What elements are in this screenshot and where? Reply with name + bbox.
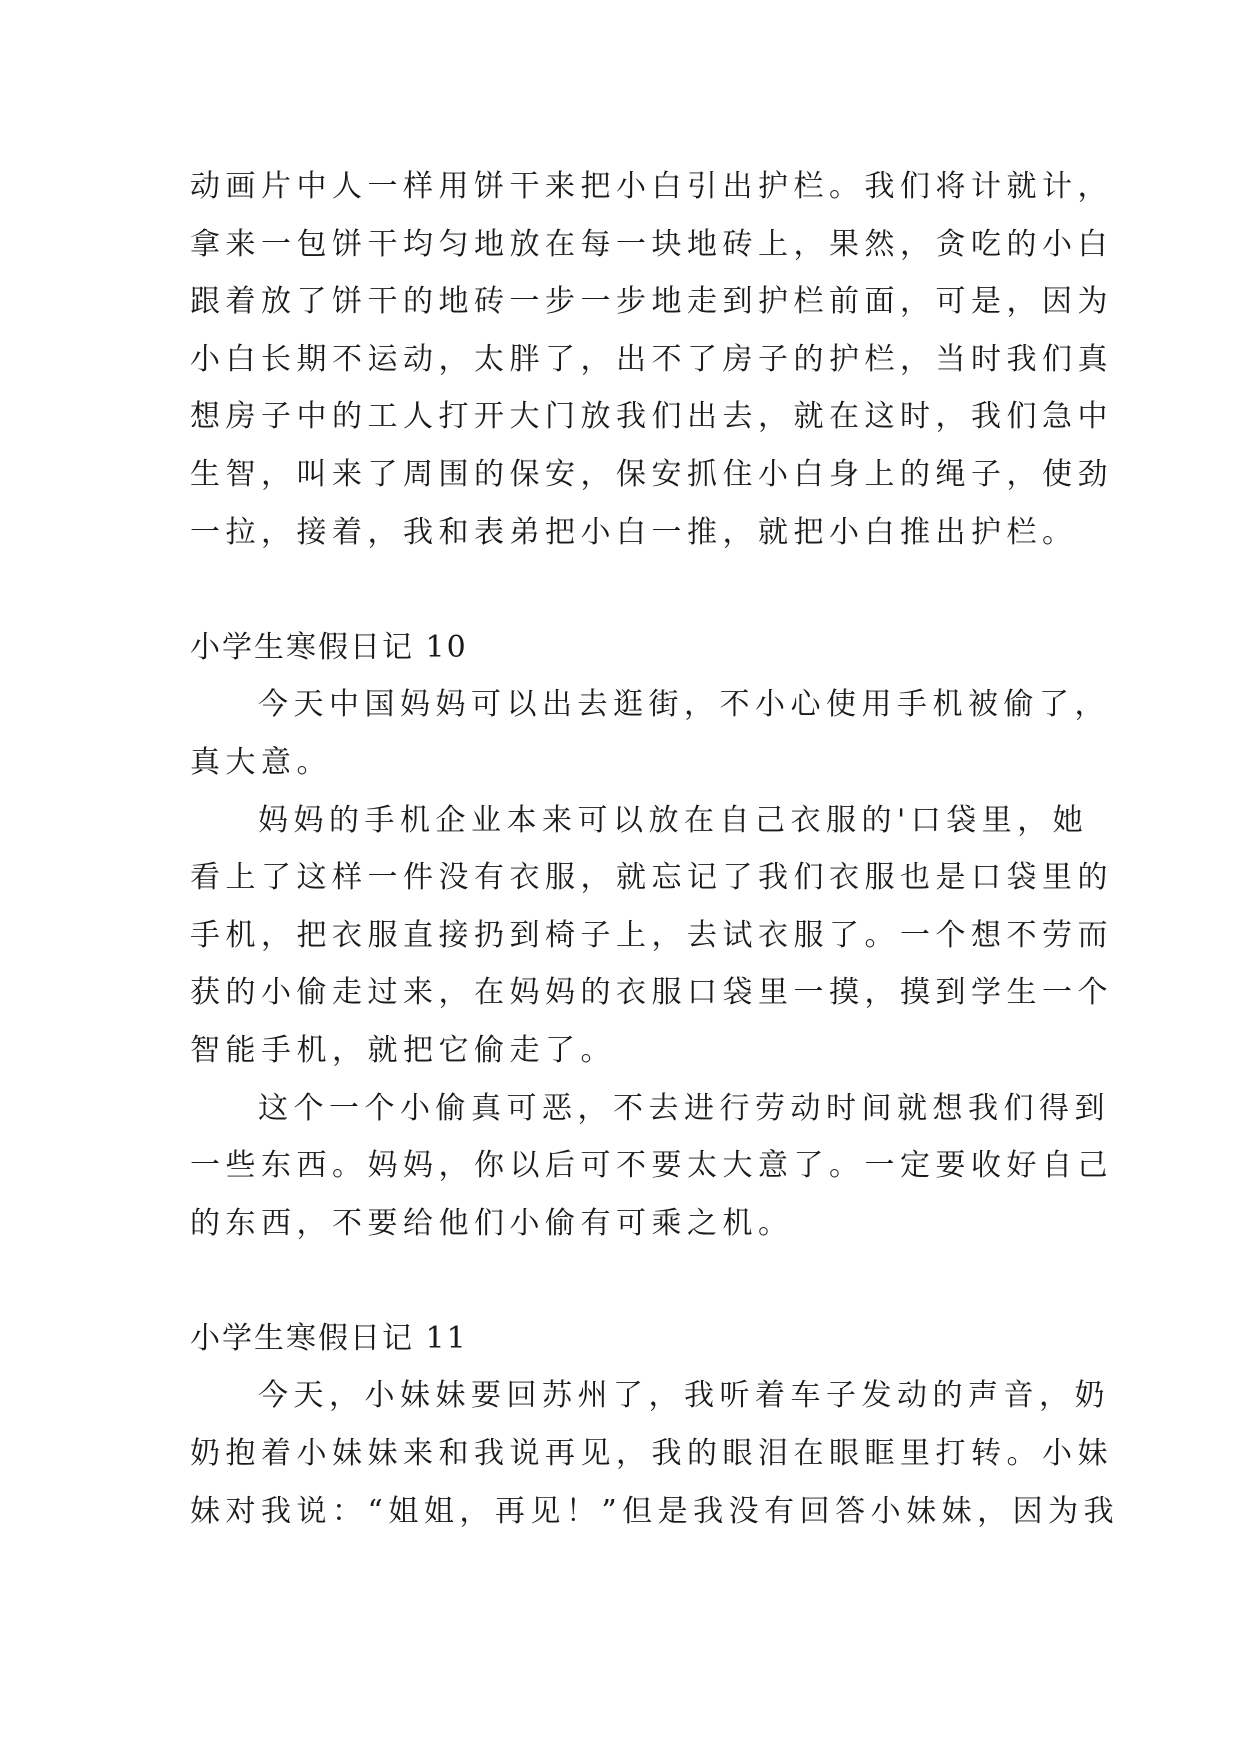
text-line: 这个一个小偷真可恶，不去进行劳动时间就想我们得到 bbox=[258, 1090, 1110, 1126]
text-line: 一些东西。妈妈，你以后可不要太大意了。一定要收好自己 bbox=[190, 1148, 1113, 1184]
text-line: 奶抱着小妹妹来和我说再见，我的眼泪在眼眶里打转。小妹 bbox=[190, 1436, 1113, 1472]
text-line: 跟着放了饼干的地砖一步一步地走到护栏前面，可是，因为 bbox=[190, 284, 1113, 320]
paragraph-continuation bbox=[190, 158, 1113, 561]
text-line: 妈妈的手机企业本来可以放在自己衣服的'口袋里，她 bbox=[258, 802, 1089, 838]
text-line: 看上了这样一件没有衣服，就忘记了我们衣服也是口袋里的 bbox=[190, 860, 1113, 896]
text-line: 真大意。 bbox=[190, 744, 332, 780]
diary-10-paragraph-3 bbox=[190, 1080, 1113, 1253]
diary-11-paragraph-1 bbox=[190, 1367, 1120, 1540]
section-gap bbox=[190, 1252, 1060, 1310]
text-line: 的东西，不要给他们小偷有可乘之机。 bbox=[190, 1205, 794, 1241]
text-line: 手机，把衣服直接扔到椅子上，去试衣服了。一个想不劳而 bbox=[190, 917, 1113, 953]
text-line: 拿来一包饼干均匀地放在每一块地砖上，果然，贪吃的小白 bbox=[190, 226, 1113, 262]
diary-10-title: 小学生寒假日记 10 bbox=[190, 629, 468, 665]
document-page bbox=[190, 158, 1120, 1540]
diary-10-paragraph-1 bbox=[190, 676, 1110, 791]
text-line: 动画片中人一样用饼干来把小白引出护栏。我们将计就计， bbox=[190, 169, 1113, 204]
text-line: 智能手机，就把它偷走了。 bbox=[190, 1032, 616, 1068]
text-line: 获的小偷走过来，在妈妈的衣服口袋里一摸，摸到学生一个 bbox=[190, 975, 1113, 1011]
section-gap bbox=[190, 561, 1060, 619]
text-line: 妹对我说：“姐姐，再见！”但是我没有回答小妹妹，因为我 bbox=[190, 1493, 1120, 1529]
text-line: 一拉，接着，我和表弟把小白一推，就把小白推出护栏。 bbox=[190, 514, 1078, 550]
text-line: 想房子中的工人打开大门放我们出去，就在这时，我们急中 bbox=[190, 399, 1113, 435]
text-line: 今天，小妹妹要回苏州了，我听着车子发动的声音，奶 bbox=[258, 1378, 1110, 1414]
text-line: 小白长期不运动，太胖了，出不了房子的护栏，当时我们真 bbox=[190, 341, 1113, 377]
text-line: 生智，叫来了周围的保安，保安抓住小白身上的绳子，使劲 bbox=[190, 456, 1113, 492]
text-line: 今天中国妈妈可以出去逛街，不小心使用手机被偷了， bbox=[258, 687, 1110, 723]
diary-11-title: 小学生寒假日记 11 bbox=[190, 1320, 468, 1356]
diary-10-paragraph-2 bbox=[190, 792, 1113, 1080]
